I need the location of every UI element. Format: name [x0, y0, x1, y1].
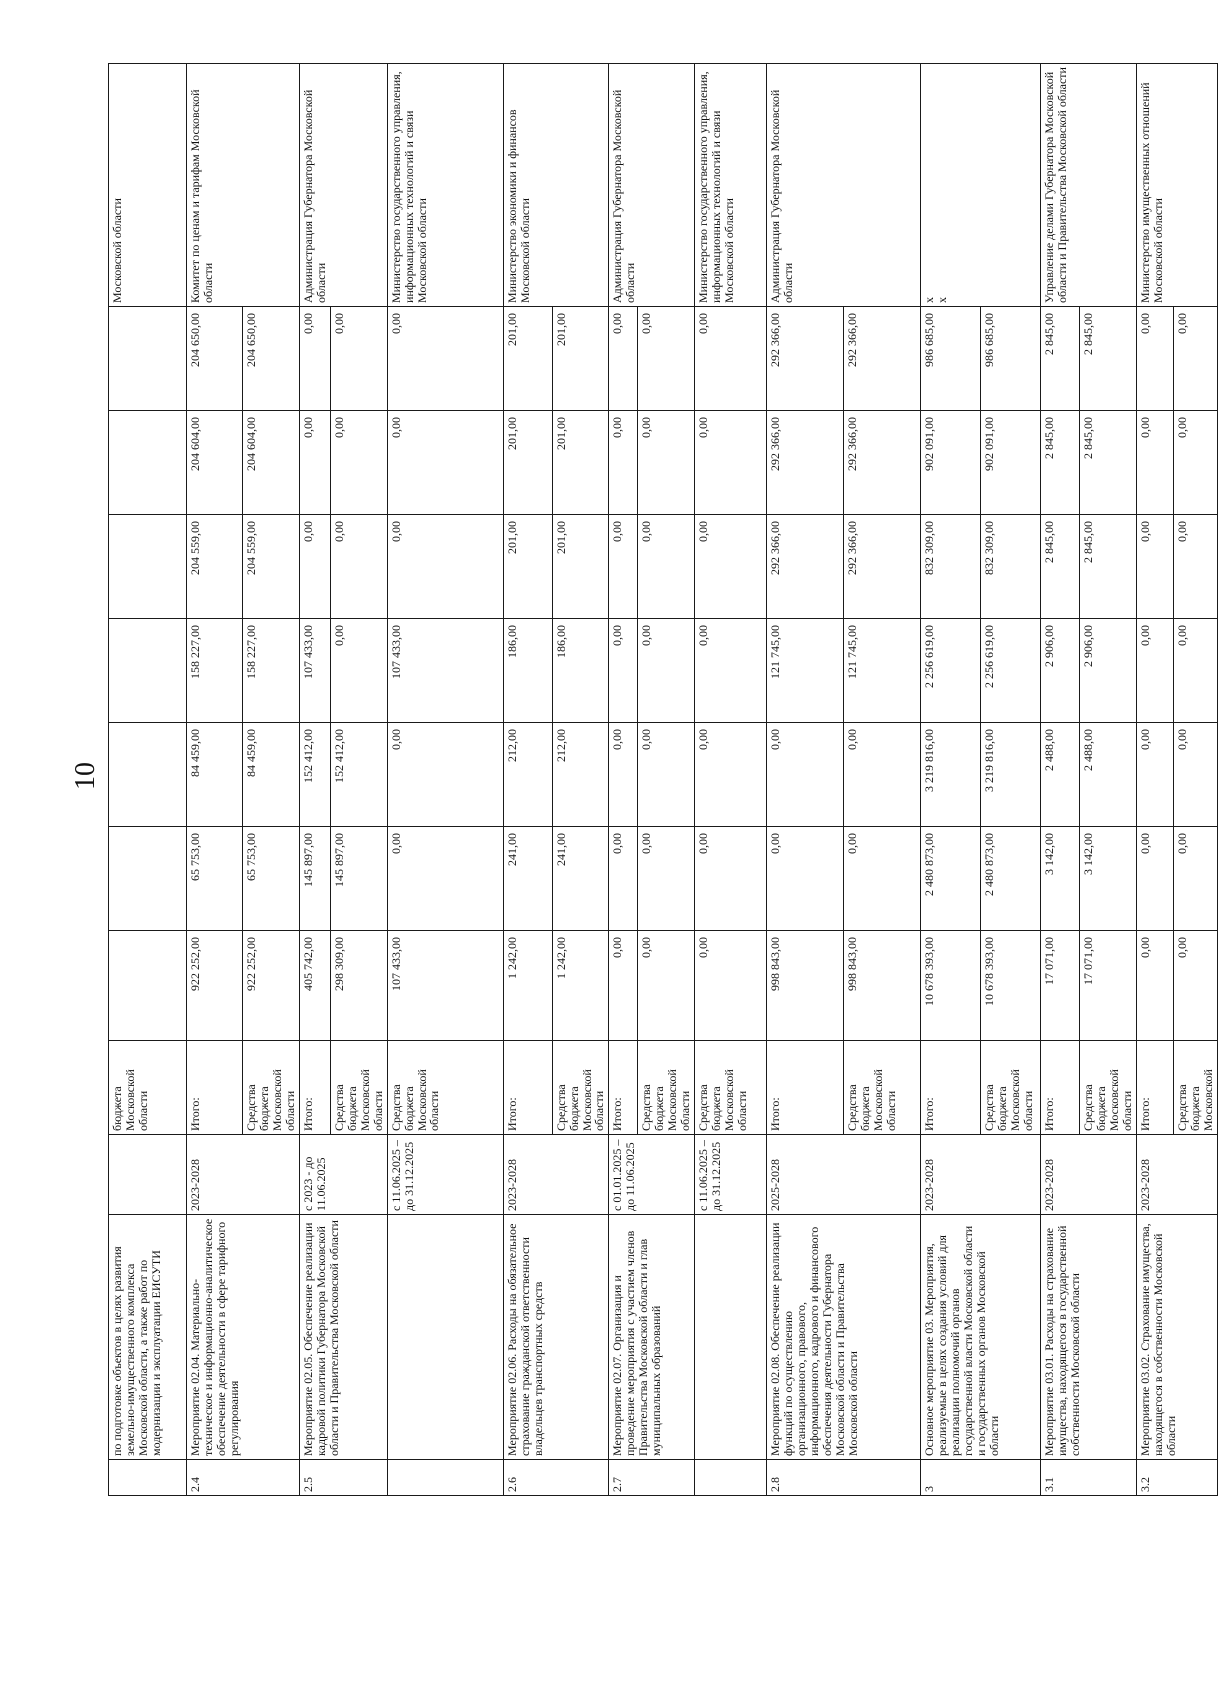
year-value: 201,00 [503, 307, 552, 411]
funding-source: Итого: [187, 1041, 243, 1135]
year-value: 152 412,00 [299, 723, 330, 827]
year-value: 292 366,00 [844, 307, 921, 411]
year-value: 201,00 [552, 515, 609, 619]
year-value: 0,00 [1174, 411, 1218, 515]
year-value: 204 650,00 [243, 307, 300, 411]
year-value: 121 745,00 [844, 619, 921, 723]
table-row [109, 64, 187, 1496]
year-value: 2 488,00 [1080, 723, 1137, 827]
executor-text: Администрация Губернатора Московской области [768, 89, 796, 303]
year-value: 2 845,00 [1080, 515, 1137, 619]
year-value: 201,00 [552, 307, 609, 411]
year-value: 292 366,00 [844, 515, 921, 619]
funding-source: Средства бюджета Московской области [330, 1041, 387, 1135]
year-value: 0,00 [1137, 515, 1174, 619]
year-value: 902 091,00 [921, 411, 981, 515]
year-value: 201,00 [503, 411, 552, 515]
funding-source: Средства бюджета Московской области [638, 1041, 695, 1135]
period: с 11.06.2025 – до 31.12.2025 [695, 1135, 767, 1215]
period: 2025-2028 [767, 1135, 921, 1215]
table-body [109, 64, 1218, 1496]
year-value: 0,00 [767, 723, 844, 827]
executor [609, 64, 695, 307]
measure-name: Мероприятие 03.01. Расходы на страхование имущества, находящегося в государственной собственности Московской области [1041, 1215, 1137, 1460]
year-value: 292 366,00 [767, 307, 844, 411]
total-value: 17 071,00 [1080, 931, 1137, 1041]
year-value: 145 897,00 [299, 827, 330, 931]
year-value [109, 515, 187, 619]
year-value: 0,00 [299, 411, 330, 515]
row-number: 2.5 [299, 1460, 387, 1496]
year-value: 0,00 [387, 307, 503, 411]
year-value: 2 906,00 [1041, 619, 1080, 723]
year-value: 2 845,00 [1041, 307, 1080, 411]
executor-text: Министерство имущественных отношений Московской области [1138, 82, 1166, 303]
year-value: 158 227,00 [187, 619, 243, 723]
funding-source: Средства бюджета Московской области [387, 1041, 503, 1135]
total-value: 922 252,00 [187, 931, 243, 1041]
year-value: 241,00 [552, 827, 609, 931]
year-value: 186,00 [503, 619, 552, 723]
year-value: 3 219 816,00 [981, 723, 1041, 827]
executor-text: Министерство экономики и финансов Московской области [504, 109, 532, 303]
page-number: 10 [70, 762, 101, 790]
funding-source: Средства бюджета Московской [1174, 1041, 1218, 1135]
year-value: 0,00 [695, 827, 767, 931]
year-value: 832 309,00 [921, 515, 981, 619]
total-value: 0,00 [695, 931, 767, 1041]
year-value: 0,00 [638, 827, 695, 931]
year-value: 0,00 [1137, 827, 1174, 931]
year-value: 0,00 [609, 411, 638, 515]
year-value: 832 309,00 [981, 515, 1041, 619]
funding-source: Средства бюджета Московской области [1080, 1041, 1137, 1135]
year-value: 241,00 [503, 827, 552, 931]
funding-source: Итого: [299, 1041, 330, 1135]
total-value: 998 843,00 [767, 931, 844, 1041]
year-value: 0,00 [609, 619, 638, 723]
year-value: 0,00 [609, 723, 638, 827]
table-row [695, 64, 767, 1496]
total-value: 405 742,00 [299, 931, 330, 1041]
year-value: 2 845,00 [1041, 515, 1080, 619]
year-value: 204 559,00 [187, 515, 243, 619]
year-value: 292 366,00 [767, 411, 844, 515]
period: 2023-2028 [503, 1135, 609, 1215]
year-value [109, 411, 187, 515]
year-value: 84 459,00 [187, 723, 243, 827]
year-value: 0,00 [695, 619, 767, 723]
row-number: 2.4 [187, 1460, 300, 1496]
executor-text: Министерство государственного управления, информационных технологий и связи Московской области [696, 71, 737, 303]
year-value: 0,00 [1137, 619, 1174, 723]
year-value: 2 845,00 [1080, 411, 1137, 515]
total-value [109, 931, 187, 1041]
funding-source: Итого: [921, 1041, 981, 1135]
year-value: 986 685,00 [921, 307, 981, 411]
measure-name: Мероприятие 02.07. Организация и проведение мероприятия с участием членов Правительства Московской области и глав муниципальных образований [609, 1215, 695, 1460]
year-value: 2 906,00 [1080, 619, 1137, 723]
year-value: 0,00 [695, 515, 767, 619]
year-value: 0,00 [299, 307, 330, 411]
executor-text-2: х [935, 297, 950, 303]
year-value [109, 619, 187, 723]
funding-source: Итого: [1041, 1041, 1080, 1135]
year-value: 158 227,00 [243, 619, 300, 723]
executor-text: Администрация Губернатора Московской области [610, 89, 638, 303]
year-value: 0,00 [387, 411, 503, 515]
year-value: 0,00 [695, 307, 767, 411]
measure-name: Мероприятие 03.02. Страхование имущества, находящегося в собственности Московской области [1137, 1215, 1218, 1460]
total-value: 298 309,00 [330, 931, 387, 1041]
year-value: 65 753,00 [187, 827, 243, 931]
year-value: 152 412,00 [330, 723, 387, 827]
year-value: 0,00 [638, 411, 695, 515]
year-value: 2 480 873,00 [921, 827, 981, 931]
executor [1041, 64, 1137, 307]
year-value: 3 219 816,00 [921, 723, 981, 827]
funding-source: Итого: [1137, 1041, 1174, 1135]
year-value: 212,00 [552, 723, 609, 827]
total-value: 0,00 [609, 931, 638, 1041]
row-number: 2.8 [767, 1460, 921, 1496]
row-number: 3.2 [1137, 1460, 1218, 1496]
year-value: 0,00 [330, 307, 387, 411]
funding-source: Средства бюджета Московской области [844, 1041, 921, 1135]
measure-name: Мероприятие 02.04. Материально-техническое и информационно-аналитическое обеспечение деятельности в сфере тарифного регулирования [187, 1215, 300, 1460]
year-value: 84 459,00 [243, 723, 300, 827]
measure-name: по подготовке объектов в целях развития земельно-имущественного комплекса Московской области, а также работ по модернизации и эксплуатации ЕИСУТИ [109, 1215, 187, 1460]
funding-source: Итого: [767, 1041, 844, 1135]
table-row [187, 64, 243, 1496]
year-value: 0,00 [330, 515, 387, 619]
year-value: 0,00 [609, 515, 638, 619]
year-value: 2 845,00 [1041, 411, 1080, 515]
year-value: 292 366,00 [767, 515, 844, 619]
measure-name: Мероприятие 02.06. Расходы на обязательное страхование гражданской ответственности владельцев транспортных средств [503, 1215, 609, 1460]
year-value: 902 091,00 [981, 411, 1041, 515]
funding-source: Средства бюджета Московской области [695, 1041, 767, 1135]
total-value: 1 242,00 [503, 931, 552, 1041]
year-value: 204 650,00 [187, 307, 243, 411]
total-value: 998 843,00 [844, 931, 921, 1041]
year-value: 107 433,00 [387, 619, 503, 723]
year-value: 0,00 [1137, 723, 1174, 827]
year-value: 0,00 [299, 515, 330, 619]
executor-text: Управление делами Губернатора Московской области и Правительства Московской области [1042, 67, 1070, 303]
year-value: 121 745,00 [767, 619, 844, 723]
year-value [109, 307, 187, 411]
year-value: 204 604,00 [187, 411, 243, 515]
table-row [1041, 64, 1080, 1496]
row-number: 3.1 [1041, 1460, 1137, 1496]
period: с 2023 - до 11.06.2025 [299, 1135, 387, 1215]
year-value: 0,00 [695, 723, 767, 827]
measure-name: Мероприятие 02.05. Обеспечение реализации кадровой политики Губернатора Московской области и Правительства Московской области [299, 1215, 387, 1460]
year-value: 0,00 [1174, 307, 1218, 411]
year-value: 0,00 [767, 827, 844, 931]
executor [1137, 64, 1218, 307]
year-value: 212,00 [503, 723, 552, 827]
table-row [1137, 64, 1174, 1496]
measure-name: Основное мероприятие 03. Мероприятия, реализуемые в целях создания условий для реализации полномочий органов государственной власти Московской области и государственных органов Московской области [921, 1215, 1041, 1460]
total-value: 107 433,00 [387, 931, 503, 1041]
executor [921, 64, 1041, 307]
year-value: 0,00 [1174, 723, 1218, 827]
total-value: 1 242,00 [552, 931, 609, 1041]
year-value: 2 845,00 [1080, 307, 1137, 411]
executor [767, 64, 921, 307]
funding-source: Средства бюджета Московской области [981, 1041, 1041, 1135]
year-value: 0,00 [387, 515, 503, 619]
year-value [109, 827, 187, 931]
executor-text: Администрация Губернатора Московской области [300, 89, 328, 303]
year-value: 65 753,00 [243, 827, 300, 931]
year-value: 186,00 [552, 619, 609, 723]
year-value: 0,00 [387, 723, 503, 827]
year-value: 0,00 [638, 307, 695, 411]
total-value: 10 678 393,00 [981, 931, 1041, 1041]
year-value: 0,00 [844, 723, 921, 827]
table-row [767, 64, 844, 1496]
total-value: 10 678 393,00 [921, 931, 981, 1041]
year-value: 2 488,00 [1041, 723, 1080, 827]
year-value: 201,00 [552, 411, 609, 515]
total-value: 0,00 [1137, 931, 1174, 1041]
period: 2023-2028 [921, 1135, 1041, 1215]
table-row [921, 64, 981, 1496]
executor-text: Комитет по ценам и тарифам Московской области [188, 89, 215, 303]
total-value: 0,00 [1174, 931, 1218, 1041]
total-value: 17 071,00 [1041, 931, 1080, 1041]
funding-source: бюджета Московской области [109, 1041, 187, 1135]
executor [387, 64, 503, 307]
row-number [695, 1460, 767, 1496]
year-value: 2 256 619,00 [981, 619, 1041, 723]
table-row [387, 64, 503, 1496]
year-value: 3 142,00 [1041, 827, 1080, 931]
year-value: 0,00 [330, 411, 387, 515]
budget-table [108, 63, 1218, 1496]
year-value: 204 604,00 [243, 411, 300, 515]
row-number [387, 1460, 503, 1496]
year-value: 0,00 [695, 411, 767, 515]
year-value: 0,00 [330, 619, 387, 723]
row-number: 3 [921, 1460, 1041, 1496]
year-value [109, 723, 187, 827]
year-value: 292 366,00 [844, 411, 921, 515]
table-row [609, 64, 638, 1496]
year-value: 0,00 [638, 515, 695, 619]
year-value: 107 433,00 [299, 619, 330, 723]
year-value: 986 685,00 [981, 307, 1041, 411]
executor-text: Министерство государственного управления, информационных технологий и связи Московской области [388, 71, 429, 303]
year-value: 145 897,00 [330, 827, 387, 931]
year-value: 0,00 [1174, 827, 1218, 931]
period: с 11.06.2025 – до 31.12.2025 [387, 1135, 503, 1215]
year-value: 3 142,00 [1080, 827, 1137, 931]
executor [299, 64, 387, 307]
year-value: 0,00 [609, 827, 638, 931]
measure-name [695, 1215, 767, 1460]
period: с 01.01.2025 – до 11.06.2025 [609, 1135, 695, 1215]
funding-source: Итого: [609, 1041, 638, 1135]
period: 2023-2028 [187, 1135, 300, 1215]
total-value: 922 252,00 [243, 931, 300, 1041]
year-value: 0,00 [387, 827, 503, 931]
period [109, 1135, 187, 1215]
funding-source: Итого: [503, 1041, 552, 1135]
year-value: 201,00 [503, 515, 552, 619]
year-value: 0,00 [638, 723, 695, 827]
measure-name: Мероприятие 02.08. Обеспечение реализации функций по осуществлению организационного, правового, информационного, кадрового и финансового обеспечения деятельности Губернатора Московской области и Правительства Московской области [767, 1215, 921, 1460]
table-row [503, 64, 552, 1496]
funding-source: Средства бюджета Московской области [552, 1041, 609, 1135]
period: 2023-2028 [1137, 1135, 1218, 1215]
row-number: 2.7 [609, 1460, 695, 1496]
year-value: 204 559,00 [243, 515, 300, 619]
year-value: 0,00 [638, 619, 695, 723]
executor [187, 64, 300, 307]
rotated-table-wrapper [108, 64, 1218, 1496]
period: 2023-2028 [1041, 1135, 1137, 1215]
year-value: 0,00 [1174, 515, 1218, 619]
executor [695, 64, 767, 307]
row-number: 2.6 [503, 1460, 609, 1496]
executor [503, 64, 609, 307]
measure-name [387, 1215, 503, 1460]
row-number [109, 1460, 187, 1496]
funding-source: Средства бюджета Московской области [243, 1041, 300, 1135]
year-value: 0,00 [1174, 619, 1218, 723]
executor-text: Московской области [110, 198, 124, 303]
total-value: 0,00 [638, 931, 695, 1041]
executor-text: х [922, 297, 937, 303]
year-value: 0,00 [1137, 307, 1174, 411]
year-value: 2 256 619,00 [921, 619, 981, 723]
year-value: 0,00 [1137, 411, 1174, 515]
year-value: 2 480 873,00 [981, 827, 1041, 931]
year-value: 0,00 [844, 827, 921, 931]
table-row [299, 64, 330, 1496]
executor [109, 64, 187, 307]
year-value: 0,00 [609, 307, 638, 411]
